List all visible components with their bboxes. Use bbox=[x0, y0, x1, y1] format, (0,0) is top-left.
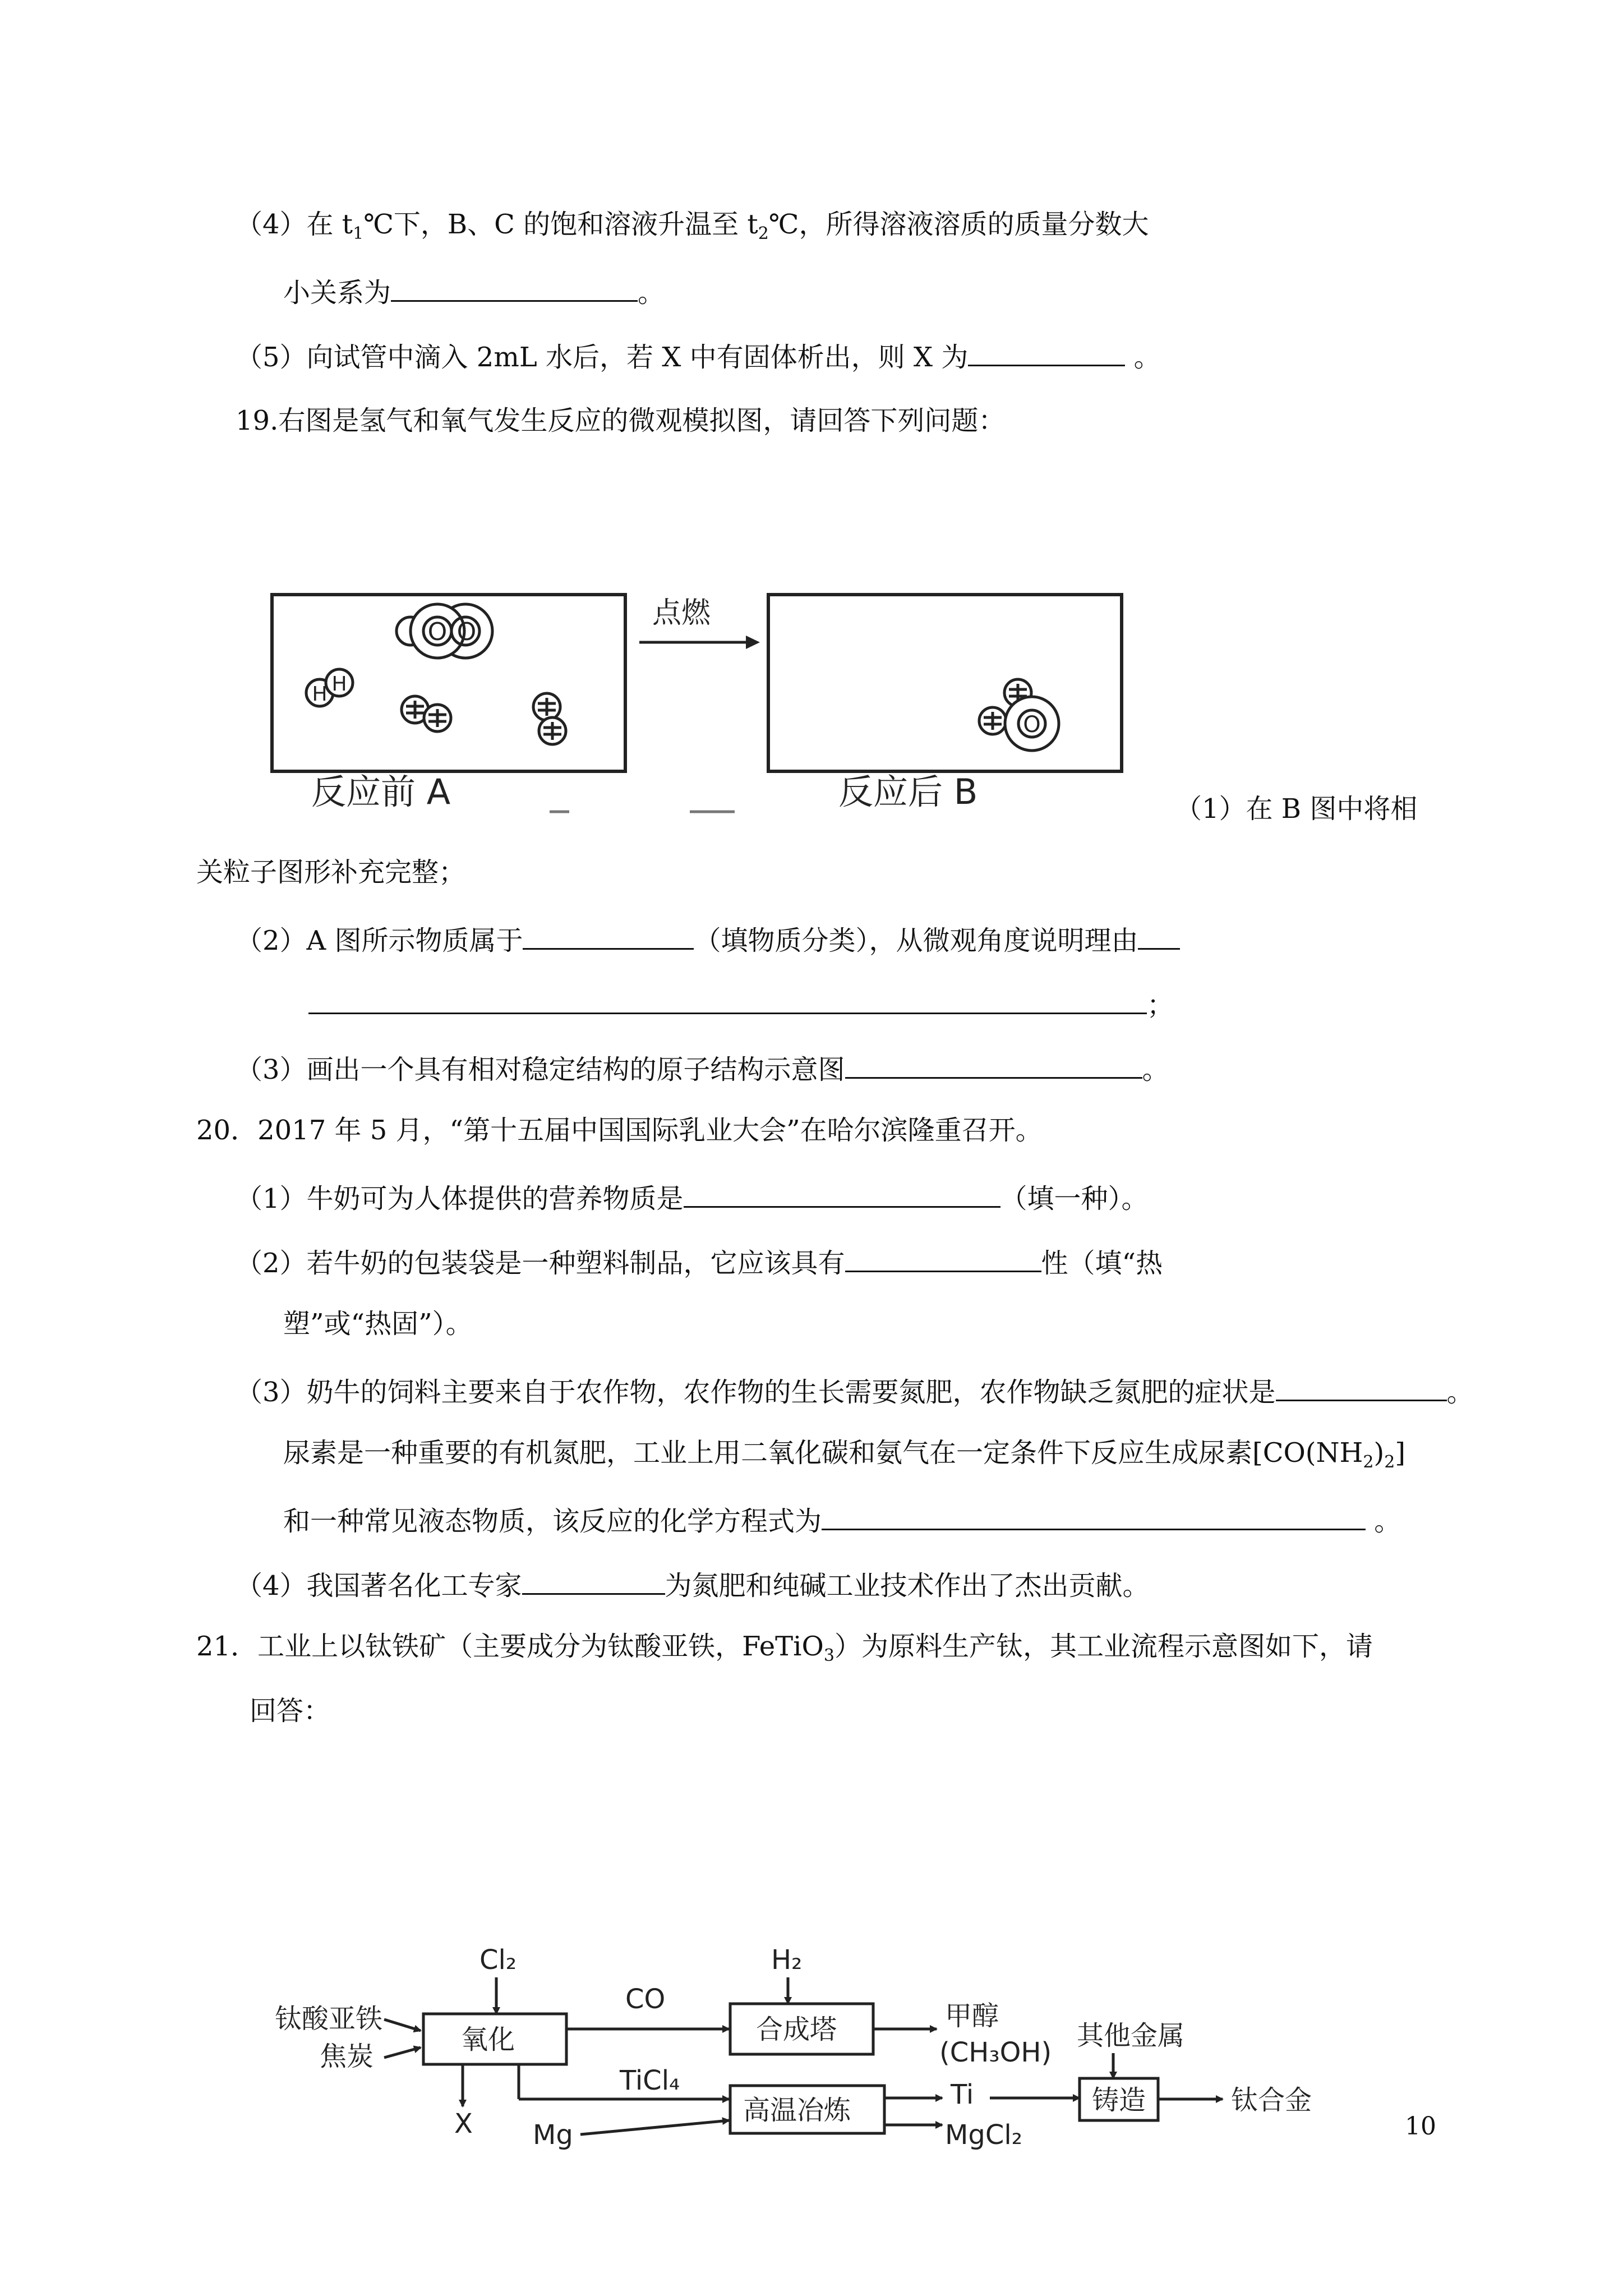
atom-h-label: H bbox=[331, 673, 347, 696]
page-number: 10 bbox=[1405, 2112, 1436, 2141]
answer-blank[interactable] bbox=[968, 337, 1125, 366]
answer-blank[interactable] bbox=[1276, 1372, 1447, 1401]
q20-part2: （2）若牛奶的包装袋是一种塑料制品，它应该具有 性（填“热 bbox=[236, 1243, 1163, 1280]
q20-part3-line2: 尿素是一种重要的有机氮肥，工业上用二氧化碳和氨气在一定条件下反应生成尿素$[CO(NH_2)_2]$ bbox=[283, 1437, 1406, 1472]
box-after bbox=[768, 595, 1122, 771]
q21-stem-line1: 21．工业上以钛铁矿（主要成分为钛酸亚铁，FeTiO$_3$）为原料生产钛，其工业流程示意图如下，请 bbox=[196, 1631, 1373, 1665]
hydrogen-molecule bbox=[533, 693, 566, 744]
label-mg: Mg bbox=[533, 2119, 573, 2151]
label-x: X bbox=[454, 2108, 473, 2139]
label-other-metals: 其他金属 bbox=[1077, 2020, 1185, 2051]
hydrogen-molecule bbox=[402, 696, 451, 731]
atom-h-label: H bbox=[312, 683, 328, 706]
before-label: 反应前 A bbox=[311, 771, 451, 812]
q20-part4: （4）我国著名化工专家 为氮肥和纯碱工业技术作出了杰出贡献。 bbox=[236, 1565, 1150, 1603]
q19-stem: 19.右图是氢气和氧气发生反应的微观模拟图，请回答下列问题： bbox=[236, 405, 1006, 436]
input-ilmenite: 钛酸亚铁 bbox=[275, 2003, 383, 2035]
answer-blank[interactable] bbox=[845, 1243, 1041, 1272]
answer-blank[interactable] bbox=[523, 920, 694, 950]
answer-blank[interactable] bbox=[1138, 920, 1180, 950]
q18-part4-line2: 小关系为 。 bbox=[283, 272, 665, 310]
input-coke: 焦炭 bbox=[320, 2041, 374, 2072]
q19-part3: （3）画出一个具有相对稳定结构的原子结构示意图 。 bbox=[236, 1049, 1169, 1087]
answer-blank[interactable] bbox=[822, 1501, 1366, 1530]
q18-part4-line1: （4）在 $t_1℃$下，B、C 的饱和溶液升温至 $t_2℃$，所得溶液溶质的质量分数大 bbox=[236, 209, 1149, 243]
smelting-label: 高温冶炼 bbox=[743, 2095, 851, 2126]
answer-blank[interactable] bbox=[308, 984, 1147, 1014]
label-methanol-formula: (CH₃OH) bbox=[939, 2037, 1052, 2068]
label-ticl4: TiCl₄ bbox=[620, 2065, 680, 2096]
answer-blank[interactable] bbox=[522, 1565, 665, 1595]
label-titanium-alloy: 钛合金 bbox=[1231, 2085, 1312, 2116]
q18-part5: （5）向试管中滴入 2mL 水后，若 X 中有固体析出，则 X 为 。 bbox=[236, 337, 1161, 374]
q20-part2-line2: 塑”或“热固”）。 bbox=[283, 1308, 473, 1340]
label-ti: Ti bbox=[951, 2079, 974, 2110]
label-h2: H₂ bbox=[771, 1944, 803, 1976]
q20-part1: （1）牛奶可为人体提供的营养物质是 （填一种）。 bbox=[236, 1178, 1149, 1216]
q19-part2-line2: ； bbox=[308, 984, 1174, 1022]
casting-label: 铸造 bbox=[1092, 2085, 1146, 2116]
atom-o-label: O bbox=[427, 618, 448, 646]
titanium-process-flowchart bbox=[269, 1935, 1363, 2171]
after-label: 反应后 B bbox=[838, 771, 978, 812]
q19-part1-b: 关粒子图形补充完整； bbox=[196, 857, 466, 888]
answer-blank[interactable] bbox=[684, 1178, 1000, 1208]
q20-part3-line3: 和一种常见液态物质，该反应的化学方程式为 。 bbox=[283, 1501, 1401, 1538]
label-mgcl2: MgCl₂ bbox=[945, 2119, 1022, 2151]
label-co: CO bbox=[625, 1984, 666, 2015]
answer-blank[interactable] bbox=[845, 1049, 1142, 1079]
label-cl2: Cl₂ bbox=[479, 1944, 517, 1976]
reaction-micro-diagram bbox=[264, 581, 1138, 816]
answer-blank[interactable] bbox=[391, 272, 638, 302]
q20-stem: 20．2017 年 5 月，“第十五届中国国际乳业大会”在哈尔滨隆重召开。 bbox=[196, 1115, 1043, 1146]
atom-o-label: O bbox=[1023, 712, 1041, 738]
label-methanol: 甲醇 bbox=[945, 2000, 999, 2032]
water-molecule bbox=[979, 679, 1059, 751]
synthesis-tower-label: 合成塔 bbox=[756, 2014, 837, 2045]
q19-part2: （2）A 图所示物质属于 （填物质分类），从微观角度说明理由 bbox=[236, 920, 1180, 958]
q20-part3-line1: （3）奶牛的饲料主要来自于农作物，农作物的生长需要氮肥，农作物缺乏氮肥的症状是 。 bbox=[236, 1372, 1474, 1409]
arrow-label: 点燃 bbox=[652, 596, 711, 630]
q19-part1-a: （1）在 B 图中将相 bbox=[1175, 793, 1418, 825]
atom-o-label: O bbox=[457, 618, 477, 646]
q21-stem-line2: 回答： bbox=[250, 1695, 331, 1727]
oxidation-label: 氧化 bbox=[461, 2024, 515, 2055]
